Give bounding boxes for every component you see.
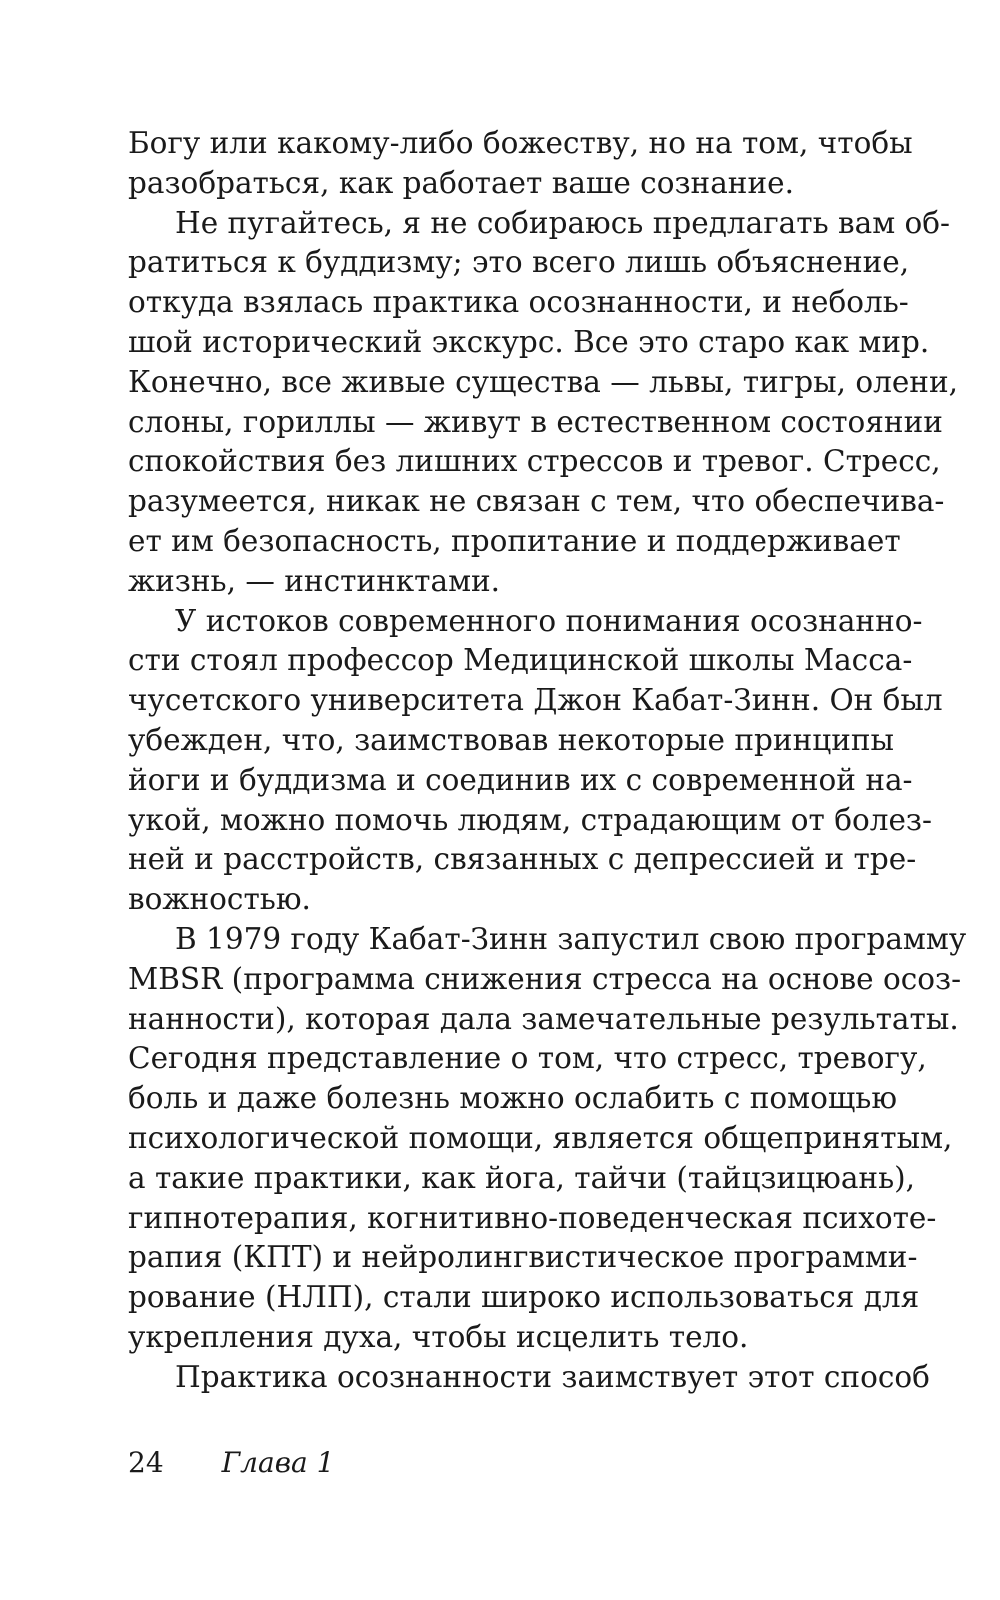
text-line: слоны, гориллы — живут в естественном состоянии	[128, 404, 943, 439]
page-number: 24	[128, 1446, 164, 1479]
text-line: психологической помощи, является общепринятым,	[128, 1120, 953, 1155]
text-line: MBSR (программа снижения стресса на основе осоз-	[128, 961, 962, 996]
text-line: сти стоял профессор Медицинской школы Масса-	[128, 643, 913, 678]
text-line: гипнотерапия, когнитивно-поведенческая психоте-	[128, 1200, 937, 1235]
text-line: Конечно, все живые существа — львы, тигры, олени,	[128, 364, 958, 399]
text-line: боль и даже болезнь можно ослабить с помощью	[128, 1081, 898, 1116]
text-line: рапия (КПТ) и нейролингвистическое программи-	[128, 1240, 918, 1275]
text-line: укой, можно помочь людям, страдающим от болез-	[128, 802, 932, 837]
text-line: ратиться к буддизму; это всего лишь объяснение,	[128, 245, 910, 280]
text-line: йоги и буддизма и соединив их с современной на-	[128, 762, 913, 797]
text-line: Сегодня представление о том, что стресс, тревогу,	[128, 1041, 927, 1076]
text-line: В 1979 году Кабат-Зинн запустил свою программу	[175, 921, 967, 956]
text-line: шой исторический экскурс. Все это старо как мир.	[128, 324, 930, 359]
text-line: откуда взялась практика осознанности, и неболь-	[128, 285, 909, 320]
text-line: рование (НЛП), стали широко использоваться для	[128, 1280, 920, 1315]
text-line: жизнь, — инстинктами.	[128, 563, 501, 598]
text-line: ней и расстройств, связанных с депрессией и тре-	[128, 842, 917, 877]
text-line: Не пугайтесь, я не собираюсь предлагать вам об-	[175, 205, 951, 240]
text-line: спокойствия без лишних стрессов и тревог. Стресс,	[128, 444, 941, 479]
text-line: ет им безопасность, пропитание и поддерживает	[128, 523, 901, 558]
text-line: Богу или какому-либо божеству, но на том, чтобы	[128, 126, 913, 160]
text-line: укрепления духа, чтобы исцелить тело.	[128, 1319, 749, 1354]
body-text	[128, 124, 967, 1398]
chapter-label: Глава 1	[221, 1446, 335, 1479]
text-line: нанности), которая дала замечательные результаты.	[128, 1001, 959, 1036]
text-line: Практика осознанности заимствует этот способ	[175, 1359, 930, 1394]
text-line: У истоков современного понимания осознанно-	[175, 603, 923, 638]
text-line: чусетского университета Джон Кабат-Зинн. Он был	[128, 683, 943, 718]
text-line: а такие практики, как йога, тайчи (тайцзицюань),	[128, 1160, 916, 1195]
page-footer	[128, 1446, 334, 1479]
text-line: убежден, что, заимствовав некоторые принципы	[128, 722, 895, 757]
text-line: вожностью.	[128, 882, 311, 917]
text-line: разобраться, как работает ваше сознание.	[128, 165, 794, 200]
text-line: разумеется, никак не связан с тем, что обеспечива-	[128, 484, 945, 519]
